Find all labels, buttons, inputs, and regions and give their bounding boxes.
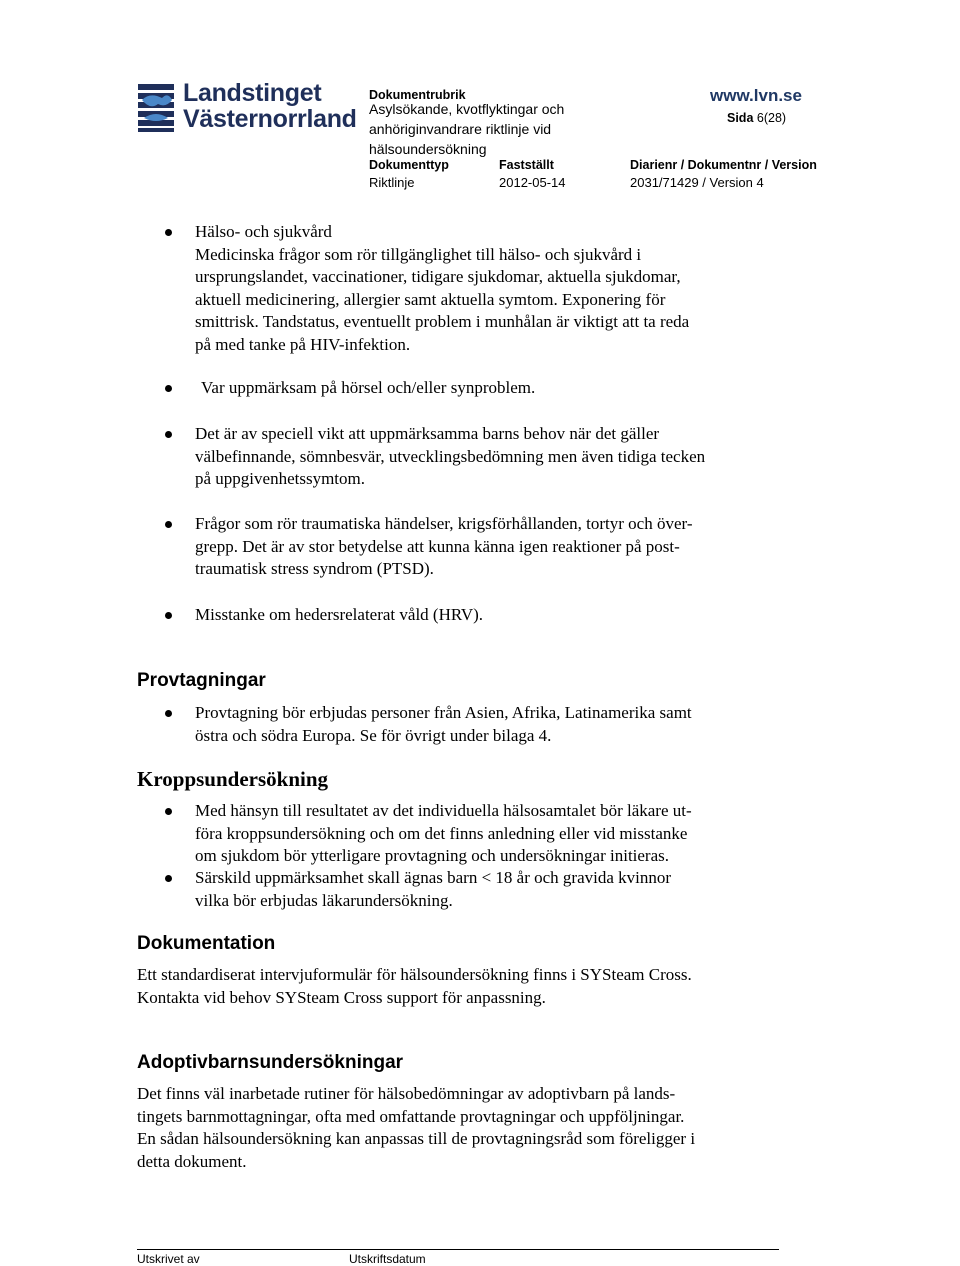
rubrik-text [369,99,564,159]
rubrik-line: hälsoundersökning [369,141,487,157]
logo-line2: Västernorrland [183,105,357,133]
rubrik-line: Asylsökande, kvotflyktingar och [369,101,565,117]
text-line: Ett standardiserat intervjuformulär för hälsoundersökning finns i SYSteam Cross. [137,965,692,984]
paragraph-dokumentation [137,964,817,1009]
bullet-icon [165,612,172,619]
faststallt-value: 2012-05-14 [499,175,566,190]
list-item-text [201,377,811,400]
text-line: traumatisk stress syndrom (PTSD). [195,559,434,578]
logo-emblem-icon [136,82,176,134]
list-item-text [195,800,805,868]
logo-wordmark [183,80,357,132]
text-line: Hälso- och sjukvård [195,222,332,241]
text-line: ursprungslandet, vaccinationer, tidigare sjukdomar, aktuella sjukdomar, [195,267,681,286]
rubrik-label: Dokumentrubrik [369,88,466,102]
section-heading-adoptivbarn: Adoptivbarnsundersökningar [137,1052,404,1073]
list-item [165,377,805,401]
bullet-icon [165,431,172,438]
logo [136,82,176,134]
list-item-text [195,702,805,747]
footer-divider [137,1249,779,1250]
text-line: smittrisk. Tandstatus, eventuellt problem i munhålan är viktigt att ta reda [195,312,690,331]
section-heading-kroppsundersokning: Kroppsundersökning [137,767,329,791]
list-item-text [195,604,805,627]
list-item [165,221,805,361]
sida-label: Sida [727,111,754,125]
text-line: Frågor som rör traumatiska händelser, krigsförhållanden, tortyr och över- [195,514,693,533]
text-line: Provtagning bör erbjudas personer från Asien, Afrika, Latinamerika samt [195,703,692,722]
bullet-icon [165,229,172,236]
text-line: Misstanke om hedersrelaterat våld (HRV). [195,605,484,624]
logo-line1: Landstinget [183,79,322,107]
list-item [165,867,805,915]
sida-value: 6(28) [756,111,787,125]
rubrik-line: anhöriginvandrare riktlinje vid [369,121,552,137]
site-url[interactable]: www.lvn.se [710,86,802,105]
section-heading-dokumentation: Dokumentation [137,933,276,954]
bullet-icon [165,385,172,392]
text-line: Det finns väl inarbetade rutiner för hälsobedömningar av adoptivbarn på lands- [137,1084,676,1103]
list-item [165,513,805,583]
text-line: om sjukdom bör ytterligare provtagning och undersökningar initieras. [195,846,670,865]
text-line: östra och södra Europa. Se för övrigt under bilaga 4. [195,725,552,745]
text-line: på uppgivenhetssymtom. [195,469,365,488]
list-item [165,800,805,870]
text-line: Med hänsyn till resultatet av det individuella hälsosamtalet bör läkare ut- [195,801,692,820]
text-line: Särskild uppmärksamhet skall ägnas barn < 18 år och gravida kvinnor [195,868,672,887]
text-line: grepp. Det är av stor betydelse att kunna känna igen reaktioner på post- [195,536,680,556]
doktyp-label: Dokumenttyp [369,158,449,172]
bullet-icon [165,521,172,528]
diarienr-label: Diarienr / Dokumentnr / Version [630,158,817,172]
text-line: aktuell medicinering, allergier samt aktuella symtom. Exponering för [195,289,666,309]
list-item [165,702,805,750]
page-number [727,111,786,125]
doktyp-value: Riktlinje [369,175,415,190]
faststallt-label: Fastställt [499,158,554,172]
paragraph-adoptivbarn [137,1083,817,1173]
text-line: Var uppmärksam på hörsel och/eller synproblem. [201,378,536,397]
text-line: Medicinska frågor som rör tillgänglighet till hälso- och sjukvård i [195,244,642,264]
diarienr-value: 2031/71429 / Version 4 [630,175,764,190]
text-line: Det är av speciell vikt att uppmärksamma barns behov när det gäller [195,424,660,443]
list-item-text [195,513,805,581]
list-item-text [195,423,805,491]
list-item [165,604,805,628]
text-line: En sådan hälsoundersökning kan anpassas till de provtagningsråd som föreligger i [137,1129,696,1148]
list-item-text [195,221,805,356]
text-line: på med tanke på HIV-infektion. [195,334,411,354]
text-line: välbefinnande, sömnbesvär, utvecklingsbedömning men även tidiga tecken [195,446,706,466]
bullet-icon [165,875,172,882]
footer-utskriftsdatum-label: Utskriftsdatum [349,1252,426,1266]
list-item [165,423,805,493]
text-line: Kontakta vid behov SYSteam Cross support för anpassning. [137,987,546,1007]
bullet-icon [165,808,172,815]
bullet-icon [165,710,172,717]
section-heading-provtagningar: Provtagningar [137,670,266,691]
footer-utskrivet-label: Utskrivet av [137,1252,200,1266]
list-item-text [195,867,805,912]
text-line: vilka bör erbjudas läkarundersökning. [195,890,453,910]
text-line: detta dokument. [137,1151,247,1171]
text-line: föra kroppsundersökning och om det finns anledning eller vid misstanke [195,823,688,843]
text-line: tingets barnmottagningar, ofta med omfattande provtagningar och uppföljningar. [137,1106,685,1126]
